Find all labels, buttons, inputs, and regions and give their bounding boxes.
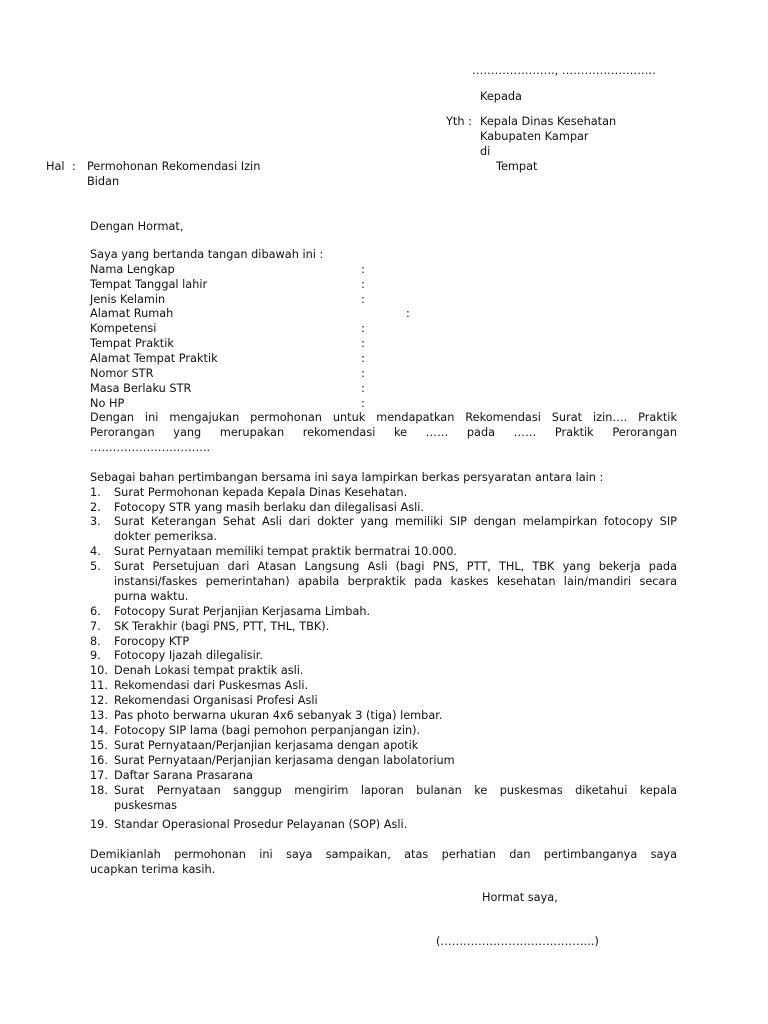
field-masa-berlaku-str: Masa Berlaku STR :	[90, 382, 365, 395]
intro-text: Saya yang bertanda tangan dibawah ini :	[90, 248, 324, 261]
yth-label: Yth :	[446, 115, 472, 128]
closing-line2: ucapkan terima kasih.	[90, 863, 216, 876]
subject-label: Hal	[46, 160, 65, 173]
letter-page: …………………., ……………………. Kepada Yth : Kepala Dinas Kesehatan Kabupaten Kampar di Tempat Hal : Permohonan Rekomendasi Izin Bidan Dengan Hormat, Saya yang bertanda tangan dibawah ini : Nama Lengkap : Tempat Tanggal lahir : Jenis Kelamin : Alamat Rumah : Kompetensi : Tempat Praktik : Alamat Tempat Praktik : Nomor STR : Masa Berlaku STR : No HP : Dengan ini mengajukan permohonan untuk mendapatkan Rekomendasi Surat izin…. Praktik Perorangan yang merupakan rekomendasi ke …… pada …… Praktik Perorangan ………………………….. Sebagai bahan pertimbangan bersama ini saya lampirkan berkas persyaratan antara lain : 1. Surat Permohonan kepada Kepala Dinas Kesehatan. 2. Fotocopy STR yang masih berlaku dan dilegalisasi Asli. 3. Surat Keterangan Sehat Asli dari dokter yang memiliki SIP dengan melampirkan fotocopy SIP dokter pemeriksa. 4. Surat Pernyataan memiliki tempat praktik bermatrai 10.000. 5. Surat Persetujuan dari Atasan Langsung Asli (bagi PNS, PTT, THL, TBK yang bekerja pada instansi/faskes pemerintahan) apabila berpraktik pada kaskes kesehatan lain/mandiri secara purna waktu. 6. Fotocopy Surat Perjanjian Kerjasama Limbah. 7. SK Terakhir (bagi PNS, PTT, THL, TBK). 8. Forocopy KTP 9. Fotocopy Ijazah dilegalisir. 10. Denah Lokasi tempat praktik asli. 11. Rekomendasi dari Puskesmas Asli. 12. Rekomendasi Organisasi Profesi Asli 13. Pas photo berwarna ukuran 4x6 sebanyak 3 (tiga) lembar. 14. Fotocopy SIP lama (bagi pemohon perpanjangan izin). 15. Surat Pernyataan/Perjanjian kerjasama dengan apotik 16. Surat Pernyataan/Perjanjian kerjasama dengan labolatorium 17. Daftar Sarana Prasarana 18. Surat Pernyataan sanggup mengirim laporan bulanan ke puskesmas diketahui kepala puskesmas 19. Standar Operasional Prosedur Pelayanan (SOP) Asli. Demikianlah permohonan ini saya sampaikan, atas perhatian dan pertimbanganya saya ucapkan terima kasih. Hormat saya, (…………………………………..)	[46, 64, 677, 948]
recipient-line1: Kepala Dinas Kesehatan	[480, 115, 617, 128]
closing-line1: Demikianlah permohonan ini saya sampaikan, atas perhatian dan pertimbanganya saya	[90, 848, 677, 861]
subject-line2: Bidan	[87, 175, 120, 188]
request-line3: …………………………..	[90, 441, 211, 454]
greeting: Dengan Hormat,	[90, 220, 184, 233]
subject-line1: Permohonan Rekomendasi Izin	[87, 160, 261, 173]
field-tempat-tanggal-lahir: Tempat Tanggal lahir :	[90, 278, 365, 291]
recipient-line4: Tempat	[496, 160, 538, 173]
field-no-hp: No HP :	[90, 397, 365, 410]
signature-name-blank: (…………………………………..)	[436, 935, 599, 948]
place-date: …………………., …………………….	[472, 64, 656, 77]
request-line1: Dengan ini mengajukan permohonan untuk mendapatkan Rekomendasi Surat izin…. Praktik	[90, 411, 677, 424]
subject-colon: :	[72, 160, 76, 173]
recipient-line2: Kabupaten Kampar	[480, 130, 589, 143]
field-kompetensi: Kompetensi :	[90, 322, 365, 335]
field-jenis-kelamin: Jenis Kelamin :	[90, 293, 365, 306]
kepada-label: Kepada	[480, 90, 522, 103]
field-tempat-praktik: Tempat Praktik :	[90, 337, 365, 350]
field-nomor-str: Nomor STR :	[90, 367, 365, 380]
field-alamat-rumah: Alamat Rumah :	[90, 307, 410, 320]
field-alamat-tempat-praktik: Alamat Tempat Praktik :	[90, 352, 365, 365]
field-nama-lengkap: Nama Lengkap :	[90, 263, 365, 276]
recipient-line3: di	[480, 145, 491, 158]
request-line2: Perorangan yang merupakan rekomendasi ke …… pada …… Praktik Perorangan	[90, 426, 677, 439]
regards: Hormat saya,	[482, 891, 558, 904]
attachments-intro: Sebagai bahan pertimbangan bersama ini saya lampirkan berkas persyaratan antara lain :	[90, 471, 604, 484]
